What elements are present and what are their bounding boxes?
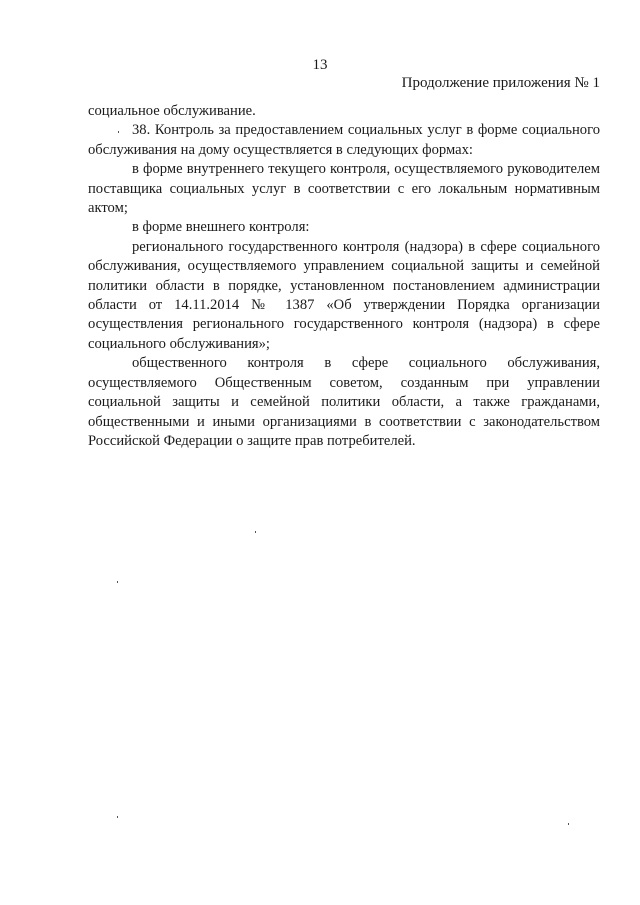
scan-speck <box>255 531 256 533</box>
paragraph-clause-38: 38. Контроль за предоставлением социальных услуг в форме социального обслуживания на дому осуществляется в следующих формах: <box>88 122 600 158</box>
scan-speck <box>117 816 118 818</box>
scan-speck <box>117 581 118 583</box>
scan-speck <box>118 131 119 133</box>
paragraph-continuation: социальное обслуживание. <box>88 103 256 119</box>
paragraph-external-control-heading: в форме внешнего контроля: <box>132 219 310 236</box>
paragraph-public-control: общественного контроля в сфере социального обслуживания, осуществляемого Общественным советом, созданным при управлении социальной защиты и семейной политики области, а также гражданами, общественными и иными организациями в соответствии с законодательством Российской Федерации о защите прав потребителей. <box>88 355 600 449</box>
scan-speck <box>568 823 569 825</box>
appendix-continuation-note: Продолжение приложения № 1 <box>401 75 600 91</box>
paragraph-regional-state-control: регионального государственного контроля (надзора) в сфере социального обслуживания, осуществляемого управлением социальной защиты и семейной политики области в порядке, установленном постановлением администрации области от 14.11.2014 № 1387 «Об утверждении Порядка организации осуществления регионального государственного контроля (надзора) в сфере социального обслуживания»; <box>88 238 600 352</box>
paragraph-internal-control: в форме внутреннего текущего контроля, осуществляемого руководителем поставщика социальных услуг в соответствии с его локальным нормативным актом; <box>88 161 600 217</box>
page-number: 13 <box>312 57 328 73</box>
document-body <box>88 102 600 451</box>
